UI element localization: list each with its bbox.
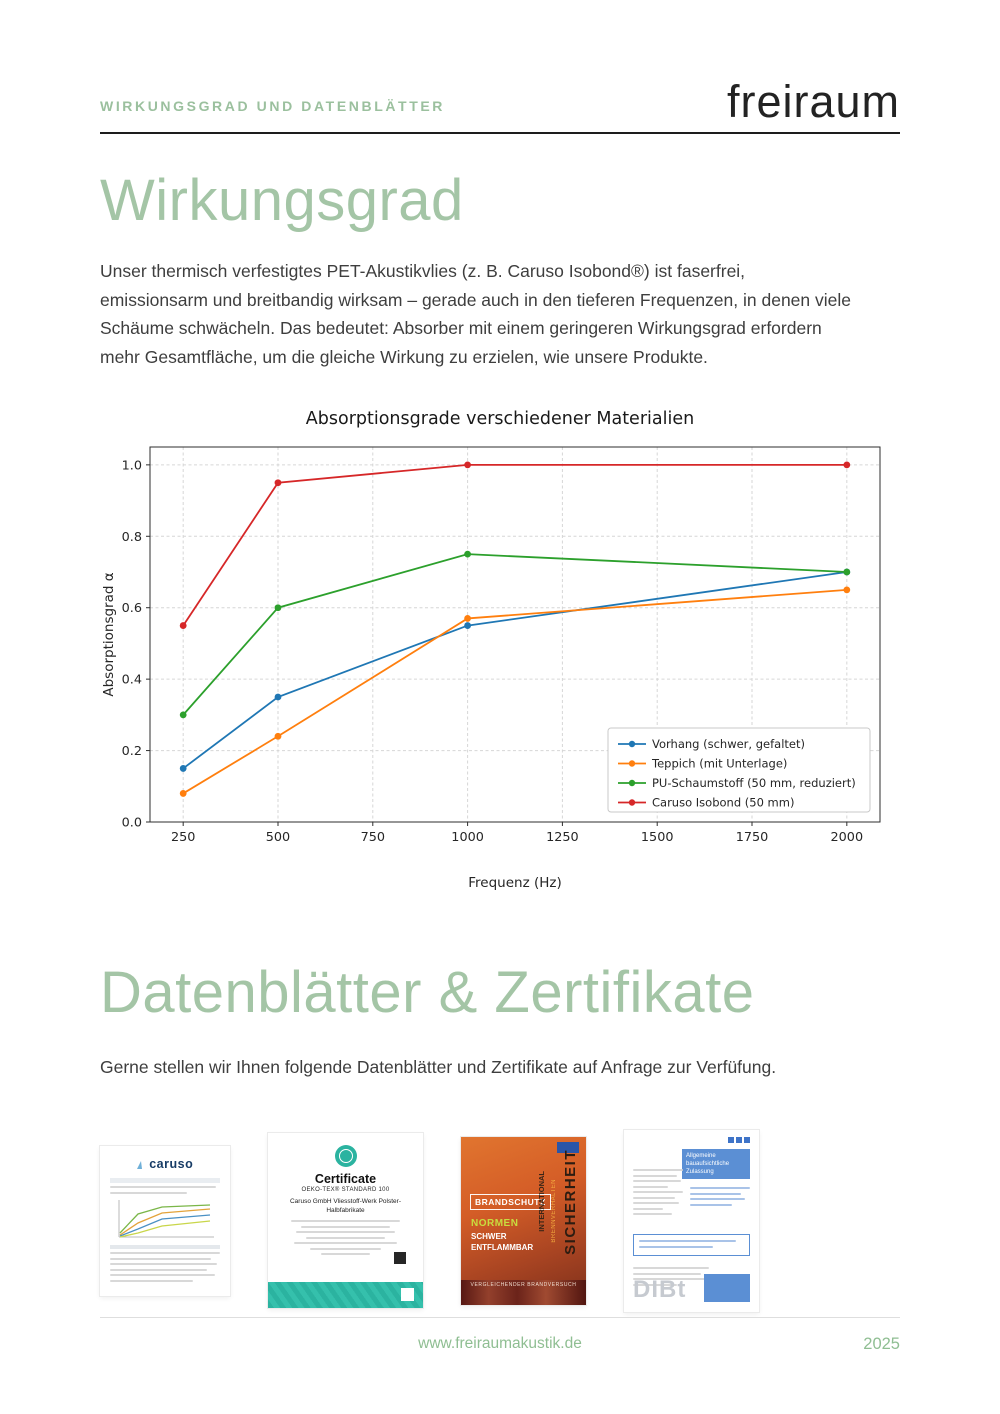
- text-line-placeholder: [633, 1186, 668, 1188]
- svg-text:0.0: 0.0: [121, 815, 142, 831]
- text-line-placeholder: [321, 1253, 370, 1255]
- text-line-placeholder: [690, 1187, 750, 1189]
- entflammbar-label: ENTFLAMMBAR: [471, 1242, 534, 1252]
- svg-text:250: 250: [170, 830, 196, 846]
- text-line-placeholder: [690, 1198, 745, 1200]
- text-line-placeholder: [294, 1242, 397, 1244]
- table-header-band: [110, 1245, 220, 1249]
- normen-label: NORMEN: [471, 1217, 519, 1229]
- text-line-placeholder: [633, 1180, 681, 1182]
- text-line-placeholder: [296, 1231, 394, 1233]
- text-line-placeholder: [110, 1258, 211, 1260]
- svg-text:Vorhang (schwer, gefaltet): Vorhang (schwer, gefaltet): [652, 737, 805, 752]
- zulassung-title: Allgemeine bauaufsichtliche Zulassung: [682, 1149, 750, 1179]
- text-line-placeholder: [639, 1240, 736, 1242]
- brandversuch-photo: [461, 1280, 586, 1305]
- wirkungsgrad-heading: Wirkungsgrad: [100, 168, 464, 233]
- wirkungsgrad-paragraph: Unser thermisch verfestigtes PET-Akustikvlies (z. B. Caruso Isobond®) ist faserfrei, emissionsarm und breitbandig wirksam – gerade auch in den tieferen Frequenzen, in denen viele Schäume schwächeln. Das bedeutet: Absorber mit einem geringeren Wirkungsgrad erfordern mehr Gesamtfläche, um die gleiche Wirkung zu erzielen, wie unsere Produkte.: [100, 261, 851, 367]
- svg-text:Frequenz (Hz): Frequenz (Hz): [468, 875, 562, 892]
- footer-url-link[interactable]: www.freiraumakustik.de: [418, 1335, 582, 1352]
- absorption-line-chart: [100, 435, 900, 893]
- text-line-placeholder: [633, 1197, 675, 1199]
- reference-box: [633, 1234, 750, 1256]
- photo-caption: VERGLEICHENDER BRANDVERSUCH: [470, 1281, 577, 1288]
- svg-text:1250: 1250: [546, 830, 579, 846]
- chart-title: Absorptionsgrade verschiedener Materialien: [305, 409, 695, 430]
- text-line-placeholder: [110, 1269, 207, 1271]
- thumb-caruso-datasheet: [100, 1146, 230, 1296]
- certificate-thumbnails: [100, 1130, 900, 1312]
- certificate-holder: Caruso GmbH Vliesstoff-Werk Polster-Halbfabrikate: [289, 1198, 401, 1215]
- brandschutz-label: BRANDSCHUTZ: [470, 1194, 551, 1210]
- svg-text:1500: 1500: [640, 830, 674, 846]
- brennverhalten-label: BRENNVERHALTEN: [551, 1178, 557, 1243]
- certificate-title: Certificate: [314, 1172, 377, 1187]
- footer-year: 2025: [863, 1335, 900, 1353]
- text-line-placeholder: [690, 1193, 741, 1195]
- page-footer: [100, 1317, 900, 1353]
- oeko-tex-badge-icon: [335, 1145, 357, 1167]
- text-line-placeholder: [110, 1252, 220, 1254]
- text-line-placeholder: [110, 1192, 187, 1194]
- svg-text:0.2: 0.2: [121, 744, 142, 760]
- dibt-logo-marks: [728, 1137, 750, 1143]
- svg-text:0.8: 0.8: [121, 529, 142, 545]
- dibt-watermark: DIBt: [633, 1275, 687, 1303]
- text-line-placeholder: [310, 1248, 381, 1250]
- page-header: [100, 76, 900, 134]
- caruso-mini-chart: [110, 1197, 218, 1243]
- thumb-dibt-zulassung: [624, 1130, 759, 1312]
- svg-text:1000: 1000: [451, 830, 484, 846]
- sicherheit-label: SICHERHEIT: [562, 1148, 579, 1255]
- text-line-placeholder: [110, 1274, 215, 1276]
- qr-code: [394, 1252, 406, 1264]
- text-line-placeholder: [639, 1246, 713, 1248]
- oeko-tex-footer-band: [268, 1282, 423, 1308]
- text-line-placeholder: [301, 1226, 390, 1228]
- brand-logo: freiraum: [726, 76, 900, 127]
- svg-text:PU-Schaumstoff (50 mm, reduzie: PU-Schaumstoff (50 mm, reduziert): [652, 776, 856, 791]
- svg-text:Teppich (mit Unterlage): Teppich (mit Unterlage): [652, 756, 788, 771]
- absorption-chart-block: [100, 409, 900, 893]
- text-line-placeholder: [633, 1208, 663, 1210]
- text-line-placeholder: [633, 1202, 679, 1204]
- caruso-logo: [110, 1155, 220, 1173]
- datasheet-header-band: [110, 1178, 220, 1183]
- svg-text:2000: 2000: [830, 830, 864, 846]
- svg-text:0.4: 0.4: [121, 672, 142, 688]
- thumb-brandschutz-brochure: [461, 1137, 586, 1305]
- dibt-blue-block: [704, 1274, 750, 1302]
- text-line-placeholder: [633, 1175, 677, 1177]
- text-line-placeholder: [633, 1169, 683, 1171]
- text-line-placeholder: [291, 1220, 399, 1222]
- datenblaetter-heading: Datenblätter & Zertifikate: [100, 960, 755, 1026]
- caruso-logo-text: caruso: [149, 1156, 194, 1171]
- certificate-subtitle: OEKO-TEX® STANDARD 100: [301, 1187, 390, 1194]
- section-eyebrow: WIRKUNGSGRAD UND DATENBLÄTTER: [100, 98, 446, 114]
- text-line-placeholder: [110, 1280, 193, 1282]
- svg-text:Absorptionsgrad α: Absorptionsgrad α: [101, 572, 117, 697]
- text-line-placeholder: [633, 1267, 709, 1269]
- text-line-placeholder: [110, 1263, 217, 1265]
- text-line-placeholder: [690, 1204, 732, 1206]
- svg-text:1.0: 1.0: [121, 458, 142, 474]
- thumb-oekotex-certificate: [268, 1133, 423, 1308]
- svg-text:0.6: 0.6: [121, 601, 142, 617]
- svg-text:500: 500: [265, 830, 291, 846]
- svg-text:1750: 1750: [735, 830, 769, 846]
- text-line-placeholder: [110, 1186, 216, 1188]
- schwer-label: SCHWER: [471, 1231, 507, 1241]
- text-line-placeholder: [633, 1273, 701, 1275]
- svg-text:750: 750: [360, 830, 386, 846]
- text-line-placeholder: [633, 1191, 683, 1193]
- caruso-sail-icon: [137, 1161, 142, 1169]
- svg-text:Caruso Isobond (50 mm): Caruso Isobond (50 mm): [652, 795, 795, 810]
- text-line-placeholder: [633, 1213, 672, 1215]
- certificates-intro: Gerne stellen wir Ihnen folgende Datenblätter und Zertifikate auf Anfrage zur Verfüfung.: [100, 1057, 777, 1078]
- text-line-placeholder: [306, 1237, 385, 1239]
- international-label: INTERNATIONAL: [537, 1170, 546, 1232]
